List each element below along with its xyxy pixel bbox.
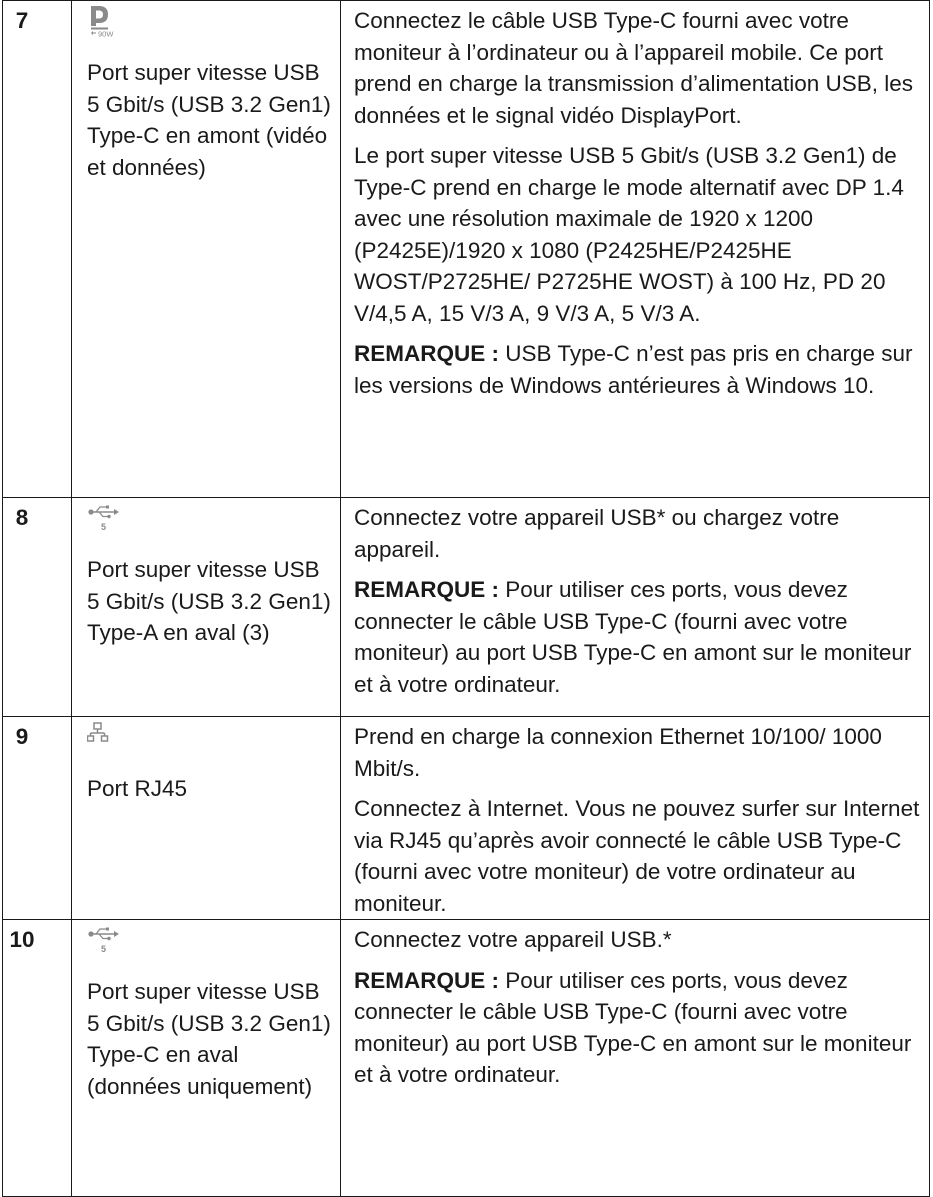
network-rj45-icon [87, 721, 332, 755]
speed-label: 5 [101, 522, 107, 532]
port-cell [72, 920, 341, 1197]
description-cell [341, 1, 930, 498]
table-row [3, 717, 930, 920]
note-label: REMARQUE : [354, 341, 499, 366]
row-number: 7 [3, 1, 72, 498]
ports-table [2, 0, 930, 1197]
note-text: USB Type-C n’est pas pris en charge sur les versions de Windows antérieures à Windows 10. [354, 341, 913, 398]
note [354, 338, 923, 401]
port-name: Port super vitesse USB 5 Gbit/s (USB 3.2 Gen1) Type-C en aval (données uniquement) [87, 979, 331, 1099]
displayport-usb-c-90w-icon [87, 5, 332, 39]
power-rating-label: 90W [98, 29, 114, 39]
port-cell [72, 498, 341, 717]
table-row [3, 920, 930, 1197]
port-name: Port super vitesse USB 5 Gbit/s (USB 3.2 Gen1) Type-A en aval (3) [87, 557, 331, 645]
table-row [3, 498, 930, 717]
description-cell [341, 920, 930, 1197]
description-cell [341, 717, 930, 920]
description-paragraph: Connectez à Internet. Vous ne pouvez surfer sur Internet via RJ45 qu’après avoir connecté le câble USB Type-C (fourni avec votre moniteur) de votre ordinateur au moniteur. [354, 796, 920, 916]
description-cell [341, 498, 930, 717]
description-paragraph: Connectez le câble USB Type-C fourni avec votre moniteur à l’ordinateur ou à l’appareil mobile. Ce port prend en charge la transmission d’alimentation USB, les données et le signal vidéo DisplayPort. [354, 8, 914, 128]
note-text: Pour utiliser ces ports, vous devez connecter le câble USB Type-C (fourni avec votre moniteur) au port USB Type-C en amont sur le moniteur et à votre ordinateur. [354, 577, 912, 697]
note-text: Pour utiliser ces ports, vous devez connecter le câble USB Type-C (fourni avec votre moniteur) au port USB Type-C en amont sur le moniteur et à votre ordinateur. [354, 967, 912, 1087]
row-number: 8 [3, 498, 72, 717]
row-number: 9 [3, 717, 72, 920]
note [354, 574, 923, 700]
port-cell [72, 1, 341, 498]
port-cell [72, 717, 341, 920]
row-number: 10 [3, 920, 72, 1197]
usb-superspeed-5-icon [87, 924, 332, 958]
table-row [3, 1, 930, 498]
note-label: REMARQUE : [354, 967, 499, 993]
port-name: Port RJ45 [87, 776, 188, 801]
description-paragraph: Le port super vitesse USB 5 Gbit/s (USB 3.2 Gen1) de Type-C prend en charge le mode alternatif avec DP 1.4 avec une résolution maximale de 1920 x 1200 (P2425E)/1920 x 1080 (P2425HE/P2425HE WOST/P2725HE/ P2725HE WOST) à 100 Hz, PD 20 V/4,5 A, 15 V/3 A, 9 V/3 A, 5 V/3 A. [354, 143, 904, 326]
note-label: REMARQUE : [354, 577, 499, 602]
port-name: Port super vitesse USB 5 Gbit/s (USB 3.2 Gen1) Type-C en amont (vidéo et données) [87, 60, 331, 180]
note [354, 965, 923, 1091]
description-paragraph: Connectez votre appareil USB* ou chargez votre appareil. [354, 505, 840, 562]
description-paragraph: Connectez votre appareil USB.* [354, 927, 672, 952]
speed-label: 5 [101, 944, 107, 954]
usb-superspeed-5-icon [87, 502, 332, 536]
description-paragraph: Prend en charge la connexion Ethernet 10/100/ 1000 Mbit/s. [354, 724, 882, 781]
